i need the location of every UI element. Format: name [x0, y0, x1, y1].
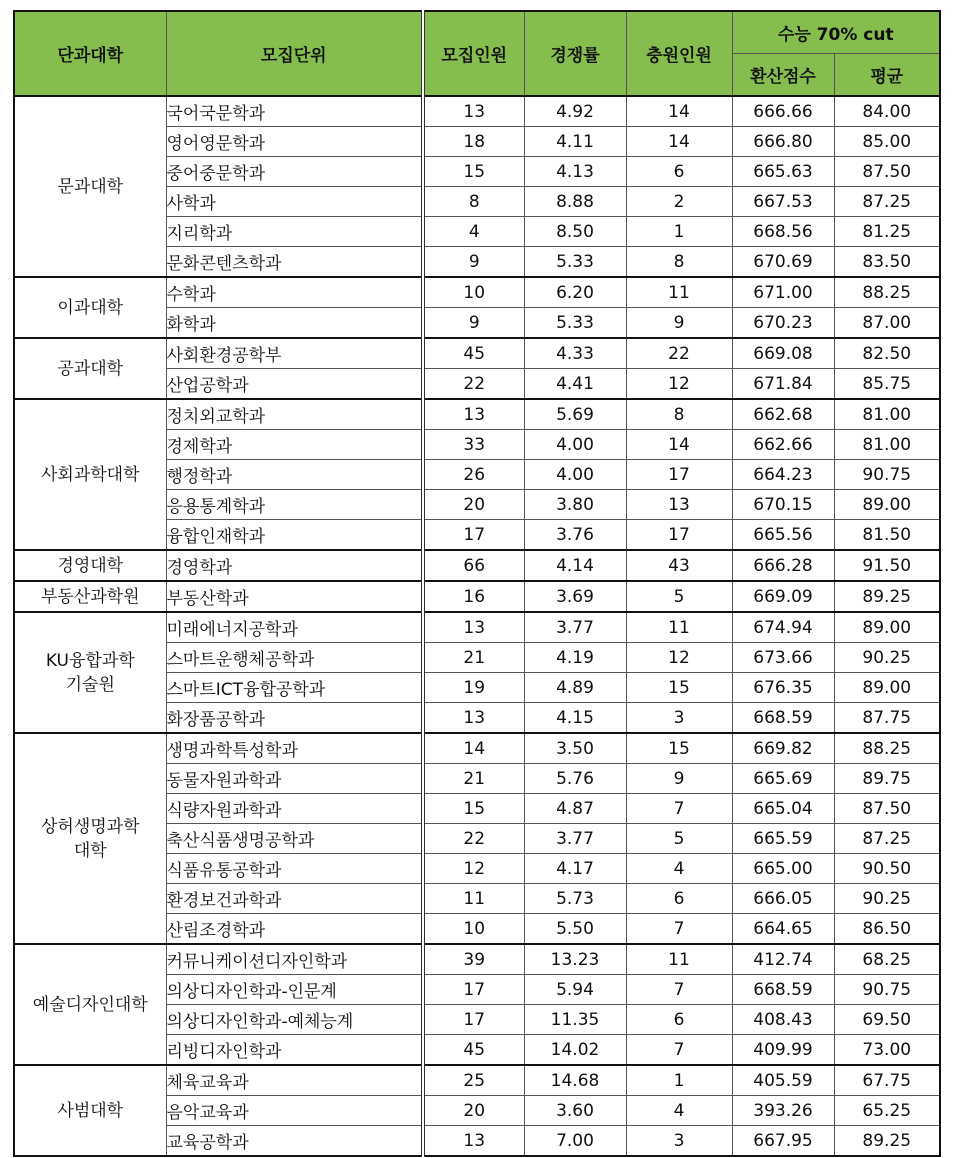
competition-rate: 11.35 [524, 1005, 626, 1035]
quota-value: 26 [423, 460, 524, 490]
additional-admits: 13 [626, 490, 732, 520]
competition-rate: 3.50 [524, 733, 626, 764]
converted-score: 669.82 [732, 733, 834, 764]
unit-name: 화학과 [166, 308, 423, 339]
competition-rate: 3.69 [524, 581, 626, 612]
additional-admits: 8 [626, 247, 732, 278]
converted-score: 412.74 [732, 944, 834, 975]
additional-admits: 17 [626, 520, 732, 551]
unit-name: 생명과학특성학과 [166, 733, 423, 764]
average-score: 82.50 [834, 338, 940, 369]
competition-rate: 4.87 [524, 794, 626, 824]
competition-rate: 5.33 [524, 247, 626, 278]
quota-value: 4 [423, 217, 524, 247]
converted-score: 405.59 [732, 1065, 834, 1096]
additional-admits: 17 [626, 460, 732, 490]
competition-rate: 3.80 [524, 490, 626, 520]
competition-rate: 3.77 [524, 612, 626, 643]
competition-rate: 4.11 [524, 127, 626, 157]
average-score: 90.25 [834, 884, 940, 914]
additional-admits: 12 [626, 369, 732, 400]
competition-rate: 4.00 [524, 430, 626, 460]
average-score: 90.75 [834, 975, 940, 1005]
average-score: 89.00 [834, 612, 940, 643]
quota-value: 10 [423, 277, 524, 308]
additional-admits: 6 [626, 157, 732, 187]
competition-rate: 5.50 [524, 914, 626, 945]
unit-name: 축산식품생명공학과 [166, 824, 423, 854]
converted-score: 673.66 [732, 643, 834, 673]
competition-rate: 13.23 [524, 944, 626, 975]
average-score: 83.50 [834, 247, 940, 278]
college-name: 이과대학 [14, 277, 166, 338]
unit-name: 경제학과 [166, 430, 423, 460]
quota-value: 17 [423, 975, 524, 1005]
competition-rate: 4.19 [524, 643, 626, 673]
competition-rate: 4.33 [524, 338, 626, 369]
quota-value: 45 [423, 338, 524, 369]
college-name: KU융합과학 기술원 [14, 612, 166, 733]
competition-rate: 4.15 [524, 703, 626, 734]
average-score: 85.00 [834, 127, 940, 157]
quota-value: 13 [423, 96, 524, 127]
quota-value: 11 [423, 884, 524, 914]
converted-score: 667.95 [732, 1126, 834, 1157]
quota-value: 25 [423, 1065, 524, 1096]
converted-score: 668.56 [732, 217, 834, 247]
converted-score: 664.23 [732, 460, 834, 490]
average-score: 81.00 [834, 399, 940, 430]
table-row [14, 581, 940, 612]
header-unit: 모집단위 [166, 11, 423, 96]
unit-name: 화장품공학과 [166, 703, 423, 734]
additional-admits: 3 [626, 703, 732, 734]
quota-value: 13 [423, 612, 524, 643]
converted-score: 665.00 [732, 854, 834, 884]
average-score: 81.00 [834, 430, 940, 460]
unit-name: 영어영문학과 [166, 127, 423, 157]
converted-score: 670.69 [732, 247, 834, 278]
additional-admits: 11 [626, 612, 732, 643]
college-name: 부동산과학원 [14, 581, 166, 612]
average-score: 89.25 [834, 1126, 940, 1157]
quota-value: 13 [423, 703, 524, 734]
unit-name: 문화콘텐츠학과 [166, 247, 423, 278]
converted-score: 667.53 [732, 187, 834, 217]
competition-rate: 3.76 [524, 520, 626, 551]
unit-name: 수학과 [166, 277, 423, 308]
competition-rate: 4.14 [524, 550, 626, 581]
competition-rate: 5.33 [524, 308, 626, 339]
college-name: 공과대학 [14, 338, 166, 399]
additional-admits: 7 [626, 794, 732, 824]
competition-rate: 14.68 [524, 1065, 626, 1096]
unit-name: 경영학과 [166, 550, 423, 581]
table-row [14, 733, 940, 764]
converted-score: 665.04 [732, 794, 834, 824]
competition-rate: 8.88 [524, 187, 626, 217]
unit-name: 지리학과 [166, 217, 423, 247]
quota-value: 33 [423, 430, 524, 460]
quota-value: 45 [423, 1035, 524, 1066]
additional-admits: 14 [626, 430, 732, 460]
competition-rate: 6.20 [524, 277, 626, 308]
unit-name: 의상디자인학과-인문계 [166, 975, 423, 1005]
average-score: 87.25 [834, 187, 940, 217]
college-name: 예술디자인대학 [14, 944, 166, 1065]
additional-admits: 15 [626, 673, 732, 703]
quota-value: 20 [423, 490, 524, 520]
competition-rate: 5.94 [524, 975, 626, 1005]
additional-admits: 2 [626, 187, 732, 217]
quota-value: 16 [423, 581, 524, 612]
competition-rate: 7.00 [524, 1126, 626, 1157]
quota-value: 22 [423, 369, 524, 400]
competition-rate: 5.73 [524, 884, 626, 914]
additional-admits: 11 [626, 944, 732, 975]
average-score: 69.50 [834, 1005, 940, 1035]
unit-name: 체육교육과 [166, 1065, 423, 1096]
average-score: 88.25 [834, 277, 940, 308]
additional-admits: 7 [626, 1035, 732, 1066]
quota-value: 12 [423, 854, 524, 884]
unit-name: 정치외교학과 [166, 399, 423, 430]
additional-admits: 12 [626, 643, 732, 673]
admissions-results-table [13, 10, 941, 1157]
average-score: 87.75 [834, 703, 940, 734]
additional-admits: 5 [626, 581, 732, 612]
unit-name: 식량자원과학과 [166, 794, 423, 824]
college-name: 사회과학대학 [14, 399, 166, 550]
additional-admits: 14 [626, 96, 732, 127]
average-score: 86.50 [834, 914, 940, 945]
converted-score: 674.94 [732, 612, 834, 643]
quota-value: 39 [423, 944, 524, 975]
quota-value: 18 [423, 127, 524, 157]
competition-rate: 5.69 [524, 399, 626, 430]
additional-admits: 1 [626, 1065, 732, 1096]
unit-name: 사회환경공학부 [166, 338, 423, 369]
quota-value: 66 [423, 550, 524, 581]
converted-score: 664.65 [732, 914, 834, 945]
table-row [14, 96, 940, 127]
additional-admits: 8 [626, 399, 732, 430]
converted-score: 670.23 [732, 308, 834, 339]
quota-value: 14 [423, 733, 524, 764]
unit-name: 미래에너지공학과 [166, 612, 423, 643]
average-score: 81.25 [834, 217, 940, 247]
average-score: 81.50 [834, 520, 940, 551]
table-body [14, 96, 940, 1156]
competition-rate: 8.50 [524, 217, 626, 247]
table-row [14, 399, 940, 430]
average-score: 89.75 [834, 764, 940, 794]
average-score: 85.75 [834, 369, 940, 400]
quota-value: 17 [423, 1005, 524, 1035]
average-score: 65.25 [834, 1096, 940, 1126]
unit-name: 스마트운행체공학과 [166, 643, 423, 673]
college-name: 사범대학 [14, 1065, 166, 1156]
converted-score: 665.59 [732, 824, 834, 854]
average-score: 68.25 [834, 944, 940, 975]
additional-admits: 11 [626, 277, 732, 308]
competition-rate: 4.17 [524, 854, 626, 884]
quota-value: 13 [423, 1126, 524, 1157]
average-score: 91.50 [834, 550, 940, 581]
quota-value: 19 [423, 673, 524, 703]
average-score: 73.00 [834, 1035, 940, 1066]
converted-score: 670.15 [732, 490, 834, 520]
unit-name: 응용통계학과 [166, 490, 423, 520]
competition-rate: 4.41 [524, 369, 626, 400]
competition-rate: 4.00 [524, 460, 626, 490]
competition-rate: 14.02 [524, 1035, 626, 1066]
unit-name: 음악교육과 [166, 1096, 423, 1126]
average-score: 87.00 [834, 308, 940, 339]
average-score: 90.50 [834, 854, 940, 884]
converted-score: 665.56 [732, 520, 834, 551]
table-row [14, 944, 940, 975]
additional-admits: 15 [626, 733, 732, 764]
quota-value: 10 [423, 914, 524, 945]
college-name: 문과대학 [14, 96, 166, 277]
additional-admits: 6 [626, 884, 732, 914]
additional-admits: 7 [626, 975, 732, 1005]
converted-score: 671.00 [732, 277, 834, 308]
converted-score: 408.43 [732, 1005, 834, 1035]
converted-score: 665.63 [732, 157, 834, 187]
converted-score: 676.35 [732, 673, 834, 703]
college-name: 상허생명과학 대학 [14, 733, 166, 944]
unit-name: 사학과 [166, 187, 423, 217]
converted-score: 666.28 [732, 550, 834, 581]
converted-score: 665.69 [732, 764, 834, 794]
header-additional: 충원인원 [626, 11, 732, 96]
quota-value: 21 [423, 764, 524, 794]
quota-value: 13 [423, 399, 524, 430]
quota-value: 15 [423, 157, 524, 187]
quota-value: 21 [423, 643, 524, 673]
converted-score: 668.59 [732, 703, 834, 734]
competition-rate: 3.77 [524, 824, 626, 854]
converted-score: 393.26 [732, 1096, 834, 1126]
header-quota: 모집인원 [423, 11, 524, 96]
quota-value: 8 [423, 187, 524, 217]
unit-name: 리빙디자인학과 [166, 1035, 423, 1066]
quota-value: 9 [423, 308, 524, 339]
converted-score: 409.99 [732, 1035, 834, 1066]
additional-admits: 43 [626, 550, 732, 581]
average-score: 87.50 [834, 794, 940, 824]
quota-value: 20 [423, 1096, 524, 1126]
table-header [14, 11, 940, 96]
additional-admits: 6 [626, 1005, 732, 1035]
competition-rate: 3.60 [524, 1096, 626, 1126]
unit-name: 부동산학과 [166, 581, 423, 612]
converted-score: 662.68 [732, 399, 834, 430]
unit-name: 식품유통공학과 [166, 854, 423, 884]
average-score: 89.25 [834, 581, 940, 612]
unit-name: 산업공학과 [166, 369, 423, 400]
unit-name: 중어중문학과 [166, 157, 423, 187]
competition-rate: 5.76 [524, 764, 626, 794]
unit-name: 융합인재학과 [166, 520, 423, 551]
competition-rate: 4.13 [524, 157, 626, 187]
average-score: 90.25 [834, 643, 940, 673]
converted-score: 668.59 [732, 975, 834, 1005]
converted-score: 669.08 [732, 338, 834, 369]
unit-name: 의상디자인학과-예체능계 [166, 1005, 423, 1035]
competition-rate: 4.89 [524, 673, 626, 703]
average-score: 89.00 [834, 673, 940, 703]
converted-score: 669.09 [732, 581, 834, 612]
header-college: 단과대학 [14, 11, 166, 96]
converted-score: 671.84 [732, 369, 834, 400]
unit-name: 동물자원과학과 [166, 764, 423, 794]
unit-name: 국어국문학과 [166, 96, 423, 127]
unit-name: 행정학과 [166, 460, 423, 490]
average-score: 89.00 [834, 490, 940, 520]
converted-score: 666.80 [732, 127, 834, 157]
quota-value: 17 [423, 520, 524, 551]
table-row [14, 1065, 940, 1096]
average-score: 84.00 [834, 96, 940, 127]
unit-name: 스마트ICT융합공학과 [166, 673, 423, 703]
unit-name: 환경보건과학과 [166, 884, 423, 914]
table-row [14, 277, 940, 308]
table-row [14, 612, 940, 643]
header-average: 평균 [834, 54, 940, 97]
additional-admits: 3 [626, 1126, 732, 1157]
additional-admits: 14 [626, 127, 732, 157]
additional-admits: 22 [626, 338, 732, 369]
additional-admits: 9 [626, 308, 732, 339]
additional-admits: 7 [626, 914, 732, 945]
header-competition: 경쟁률 [524, 11, 626, 96]
table-row [14, 338, 940, 369]
additional-admits: 1 [626, 217, 732, 247]
additional-admits: 9 [626, 764, 732, 794]
unit-name: 산림조경학과 [166, 914, 423, 945]
header-cut-group: 수능 70% cut [732, 11, 940, 54]
average-score: 87.50 [834, 157, 940, 187]
additional-admits: 5 [626, 824, 732, 854]
converted-score: 666.66 [732, 96, 834, 127]
unit-name: 커뮤니케이션디자인학과 [166, 944, 423, 975]
converted-score: 666.05 [732, 884, 834, 914]
additional-admits: 4 [626, 854, 732, 884]
converted-score: 662.66 [732, 430, 834, 460]
average-score: 88.25 [834, 733, 940, 764]
average-score: 87.25 [834, 824, 940, 854]
header-converted-score: 환산점수 [732, 54, 834, 97]
average-score: 90.75 [834, 460, 940, 490]
average-score: 67.75 [834, 1065, 940, 1096]
table-row [14, 550, 940, 581]
competition-rate: 4.92 [524, 96, 626, 127]
quota-value: 9 [423, 247, 524, 278]
additional-admits: 4 [626, 1096, 732, 1126]
unit-name: 교육공학과 [166, 1126, 423, 1157]
quota-value: 15 [423, 794, 524, 824]
college-name: 경영대학 [14, 550, 166, 581]
quota-value: 22 [423, 824, 524, 854]
